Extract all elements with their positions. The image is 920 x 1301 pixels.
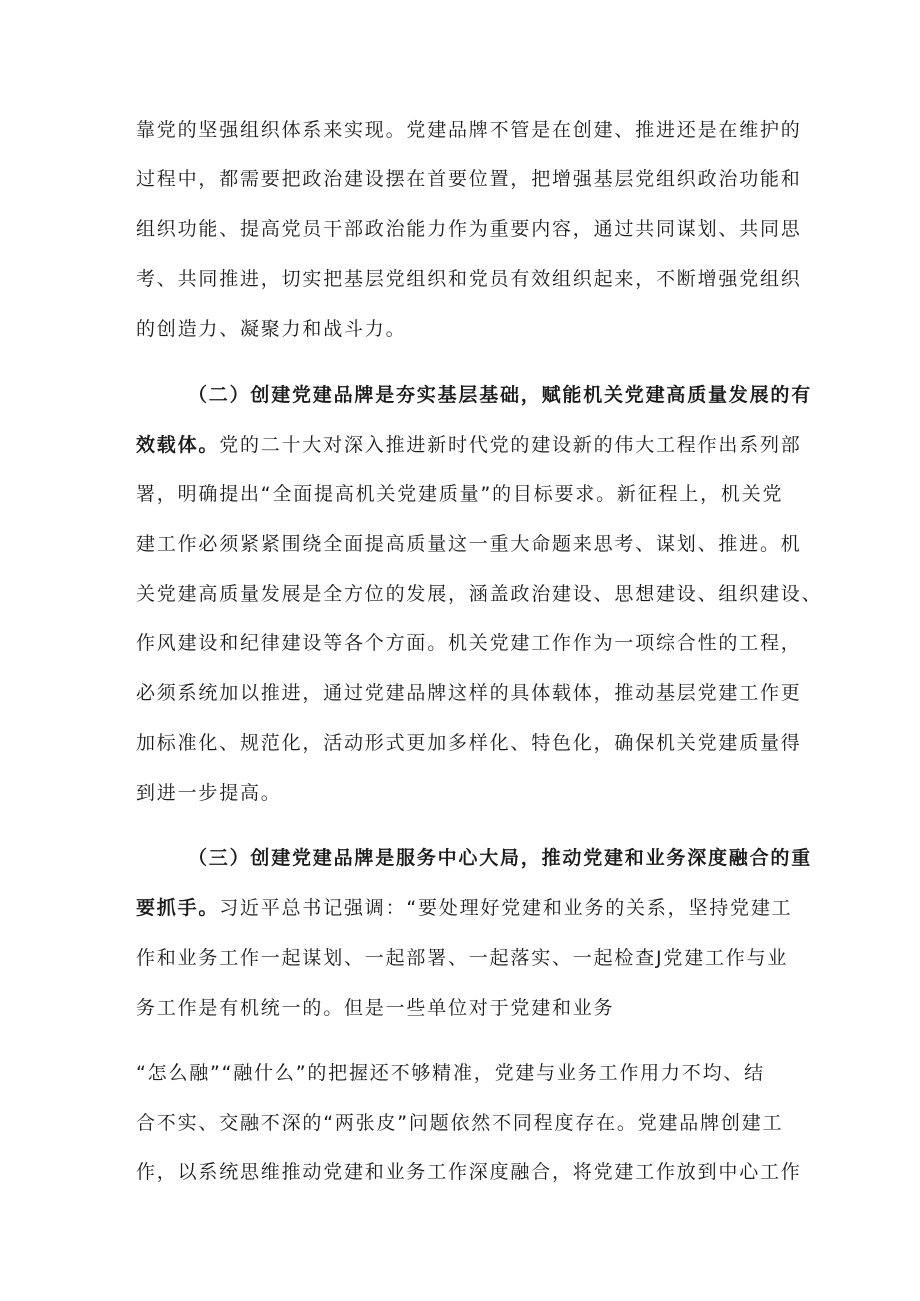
paragraph-2-heading: （二）创建党建品牌是夯实基层基础，赋能机关党建高质量发展的有 [188, 384, 813, 406]
paragraph-4-line-1: “怎么融”“融什么”的把握还不够精准，党建与业务工作用力不均、结 [136, 1062, 765, 1084]
paragraph-2-line-4: 建工作必须紧紧围绕全面提高质量这一重大命题来思考、谋划、推进。机 [136, 533, 802, 555]
paragraph-2-line-7: 必须系统加以推进，通过党建品牌这样的具体载体，推动基层党建工作更 [136, 682, 802, 704]
paragraph-1-line-3: 组织功能、提高党员干部政治能力作为重要内容，通过共同谋划、共同思 [136, 218, 802, 240]
paragraph-3-line-2 [136, 896, 792, 920]
paragraph-2-line-2 [136, 433, 802, 457]
paragraph-3-line-4: 务工作是有机统一的。但是一些单位对于党建和业务 [136, 997, 615, 1019]
paragraph-2-line-3: 署，明确提出“全面提高机关党建质量”的目标要求。新征程上，机关党 [136, 483, 784, 505]
paragraph-2-line-6: 作风建设和纪律建设等各个方面。机关党建工作作为一项综合性的工程， [136, 632, 802, 654]
paragraph-3-heading-end: 要抓手。 [136, 897, 220, 919]
paragraph-1-line-4: 考、共同推进，切实把基层党组织和党员有效组织起来，不断增强党组织 [136, 268, 802, 290]
paragraph-3-line-2-text: 习近平总书记强调：“要处理好党建和业务的关系，坚持党建工 [219, 897, 793, 919]
paragraph-2-heading-end: 效载体。 [136, 434, 220, 456]
paragraph-2-line-9: 到进一步提高。 [136, 782, 282, 804]
paragraph-1-line-1: 靠党的坚强组织体系来实现。党建品牌不管是在创建、推进还是在维护的 [136, 119, 802, 141]
paragraph-4-line-3: 作，以系统思维推动党建和业务工作深度融合，将党建工作放到中心工作 [136, 1161, 802, 1183]
paragraph-2-line-2-text: 党的二十大对深入推进新时代党的建设新的伟大工程作出系列部 [219, 434, 802, 456]
paragraph-3-line-3: 作和业务工作一起谋划、一起部署、一起落实、一起检查J党建工作与业 [136, 947, 789, 969]
paragraph-3-heading: （三）创建党建品牌是服务中心大局，推动党建和业务深度融合的重 [188, 847, 813, 869]
paragraph-4-line-2: 合不实、交融不深的“两张皮”问题依然不同程度存在。党建品牌创建工 [136, 1112, 784, 1134]
paragraph-1-line-2: 过程中，都需要把政治建设摆在首要位置，把增强基层党组织政治功能和 [136, 168, 802, 190]
paragraph-2-line-8: 加标准化、规范化，活动形式更加多样化、特色化，确保机关党建质量得 [136, 732, 802, 754]
paragraph-2-line-5: 关党建高质量发展是全方位的发展，涵盖政治建设、思想建设、组织建设、 [136, 583, 823, 605]
paragraph-1-line-5: 的创造力、凝聚力和战斗力。 [136, 318, 407, 340]
